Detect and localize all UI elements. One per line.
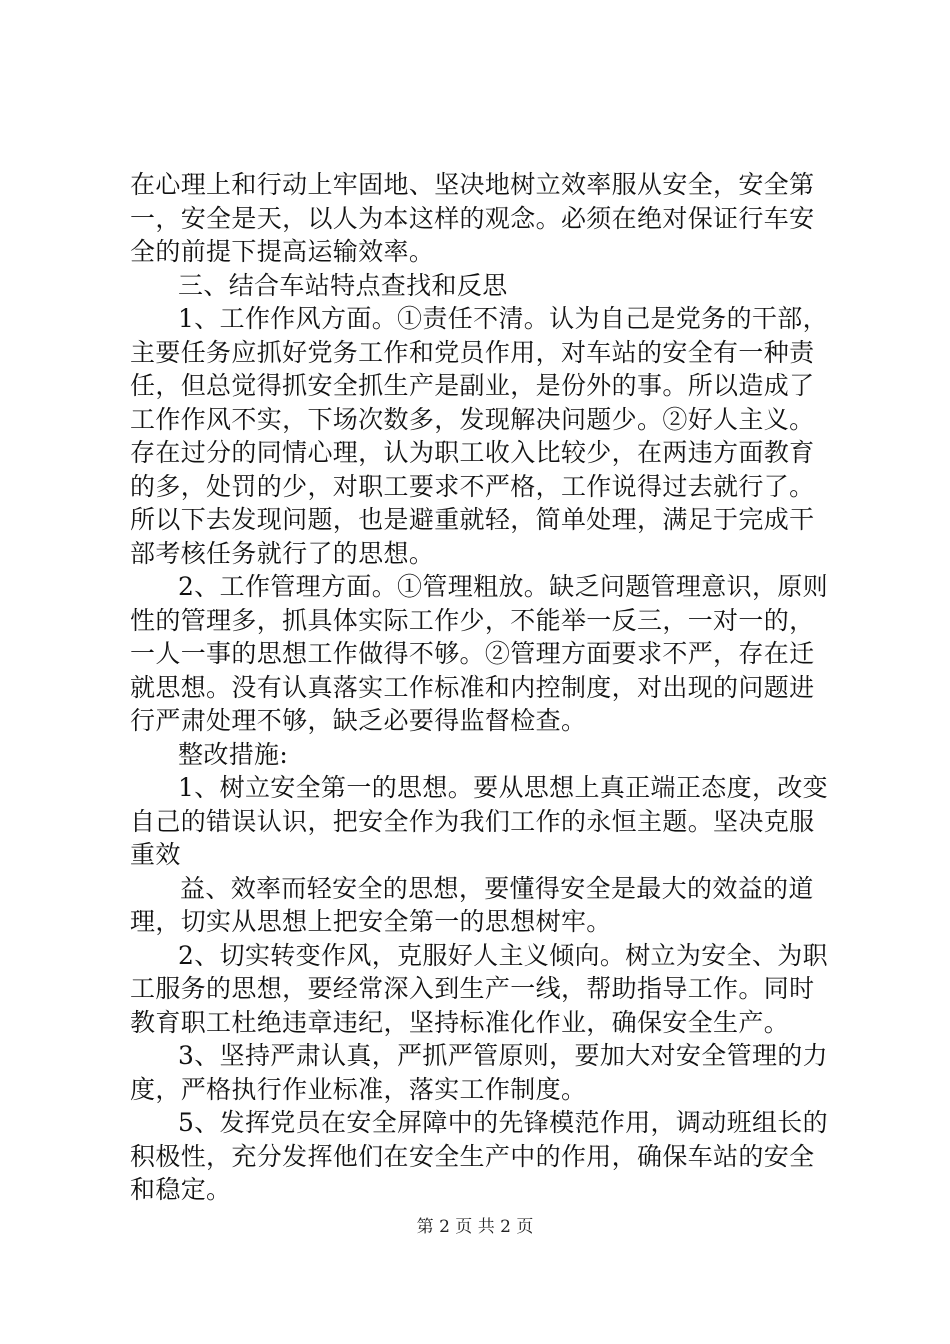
body-line: 就思想。没有认真落实工作标准和内控制度，对出现的问题进 [130,672,815,702]
section-heading: 整改措施: [178,739,289,769]
body-line: 益、效率而轻安全的思想，要懂得安全是最大的效益的道 [180,873,814,903]
body-line: 主要任务应抓好党务工作和党员作用，对车站的安全有一种责 [130,337,815,367]
body-line: 性的管理多，抓具体实际工作少，不能举一反三，一对一的， [130,605,815,635]
body-line: 存在过分的同情心理，认为职工收入比较少，在两违方面教育 [130,438,815,467]
body-line: 1、树立安全第一的思想。要从思想上真正端正态度，改变 [178,773,829,802]
body-line: 所以下去发现问题，也是避重就轻，简单处理，满足于完成干 [130,505,815,534]
body-line: 工服务的思想，要经常深入到生产一线，帮助指导工作。同时 [130,974,815,1003]
body-line: 任，但总觉得抓安全抓生产是副业，是份外的事。所以造成了 [130,371,815,400]
body-line: 5、发挥党员在安全屏障中的先锋模范作用，调动班组长的 [178,1108,829,1137]
body-line: 2、工作管理方面。①管理粗放。缺乏问题管理意识，原则 [178,572,829,601]
body-line: 部考核任务就行了的思想。 [130,538,435,568]
body-line: 的多，处罚的少，对职工要求不严格，工作说得过去就行了。 [130,471,815,501]
body-line: 积极性，充分发挥他们在安全生产中的作用，确保车站的安全 [130,1141,815,1171]
body-line: 1、工作作风方面。①责任不清。认为自己是党务的干部， [178,304,829,333]
body-line: 度，严格执行作业标准，落实工作制度。 [130,1074,587,1104]
body-line: 3、坚持严肃认真，严抓严管原则，要加大对安全管理的力 [178,1041,829,1070]
body-line: 2、切实转变作风，克服好人主义倾向。树立为安全、为职 [178,940,829,970]
body-line: 自己的错误认识，把安全作为我们工作的永恒主题。坚决克服 [130,806,815,836]
page-number-footer: 第 2 页 共 2 页 [416,1217,534,1237]
body-line: 工作作风不实，下场次数多，发现解决问题少。②好人主义。 [130,404,815,434]
body-line: 在心理上和行动上牢固地、坚决地树立效率服从安全，安全第 [130,170,815,199]
body-line: 重效 [130,840,181,869]
body-line: 全的前提下提高运输效率。 [130,237,435,266]
document-body [130,168,830,1207]
body-line: 理，切实从思想上把安全第一的思想树牢。 [130,907,612,936]
section-heading: 三、结合车站特点查找和反思 [178,270,508,300]
body-line: 和稳定。 [130,1175,232,1204]
body-line: 教育职工杜绝违章违纪，坚持标准化作业，确保安全生产。 [130,1007,790,1037]
body-line: 行严肃处理不够，缺乏必要得监督检查。 [130,706,587,735]
body-line: 一人一事的思想工作做得不够。②管理方面要求不严，存在迁 [130,639,815,668]
body-line: 一，安全是天，以人为本这样的观念。必须在绝对保证行车安 [130,203,815,233]
